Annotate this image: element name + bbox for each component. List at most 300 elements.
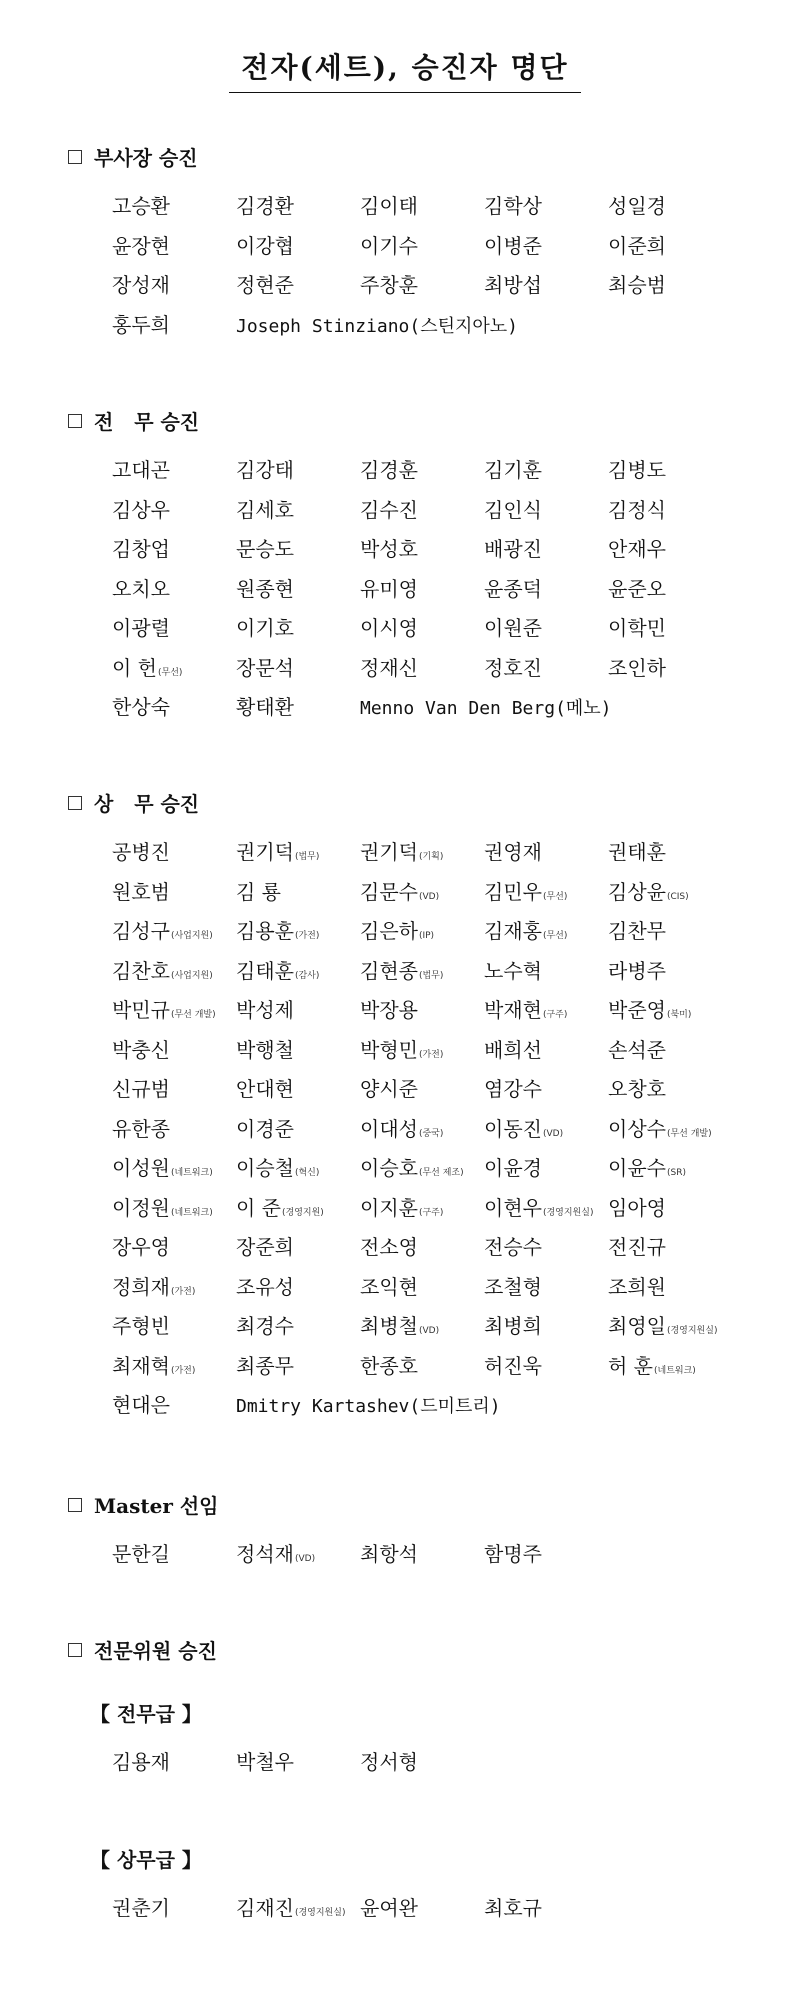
person-name: 홍두희: [112, 312, 170, 337]
name-entry: [112, 1746, 170, 1778]
person-name: 이시영: [360, 616, 418, 640]
person-name: 최승범: [608, 273, 666, 297]
name-entry: [608, 955, 666, 987]
name-entry: [236, 1310, 294, 1342]
name-entry: [360, 230, 418, 262]
name-entry: [236, 955, 319, 992]
name-entry: [112, 1231, 170, 1263]
name-entry: [484, 454, 542, 486]
person-name: 안재우: [608, 537, 666, 561]
person-name: 김찬무: [608, 919, 666, 943]
person-name: 조익현: [360, 1274, 418, 1299]
person-name: 권영재: [484, 840, 542, 864]
person-name: 장준희: [236, 1235, 294, 1259]
person-name: 신규범: [112, 1077, 170, 1101]
person-name: 이현우: [484, 1195, 542, 1220]
person-name: 유한종: [112, 1116, 170, 1141]
name-entry: [236, 1271, 294, 1303]
person-name: 김경환: [236, 194, 294, 218]
square-bullet-icon: [68, 1498, 82, 1512]
name-entry: [360, 269, 418, 301]
document-title: [0, 46, 810, 93]
square-bullet-icon: [68, 414, 82, 428]
person-name: 안대현: [236, 1077, 294, 1101]
name-entry: [112, 1538, 170, 1570]
department-note: (감사): [294, 970, 320, 981]
person-name: 김재홍: [484, 919, 542, 943]
name-entry: [112, 573, 170, 605]
name-entry: [236, 1152, 319, 1189]
person-name: 이윤경: [484, 1156, 542, 1180]
person-name: Dmitry Kartashev(드미트리): [236, 1396, 501, 1417]
name-entry: [360, 494, 418, 526]
section-title: 전문위원 승진: [94, 1639, 217, 1663]
name-entry: [236, 309, 518, 343]
person-name: 김용재: [112, 1750, 170, 1774]
name-entry: [484, 533, 542, 565]
person-name: 배희선: [484, 1037, 542, 1062]
person-name: 김문수: [360, 879, 418, 904]
name-entry: [608, 1231, 666, 1263]
name-entry: [484, 573, 542, 605]
person-name: 조철형: [484, 1274, 542, 1299]
name-entry: [608, 652, 666, 684]
person-name: 박철우: [236, 1750, 294, 1774]
person-name: 박형민: [360, 1037, 418, 1062]
name-entry: [608, 1073, 666, 1105]
name-entry: [484, 1231, 542, 1263]
person-name: 이동진: [484, 1116, 542, 1141]
name-entry: [360, 1892, 418, 1924]
name-entry: [360, 454, 418, 486]
name-entry: [484, 1892, 542, 1924]
name-entry: [360, 573, 418, 605]
person-name: 현대은: [112, 1393, 170, 1417]
department-note: (법무): [418, 970, 444, 981]
person-name: 박성제: [236, 998, 294, 1022]
person-name: 원종현: [236, 576, 294, 601]
person-name: 오창호: [608, 1077, 666, 1101]
name-entry: [608, 269, 666, 301]
person-name: 이기수: [360, 233, 418, 258]
department-note: (VD): [418, 891, 440, 902]
person-name: 이기호: [236, 616, 294, 640]
department-note: (혁신): [294, 1168, 320, 1178]
person-name: 김민우: [484, 879, 542, 904]
person-name: Menno Van Den Berg(메노): [360, 698, 612, 719]
person-name: 김경훈: [360, 458, 418, 482]
square-bullet-icon: [68, 1643, 82, 1657]
name-entry: [484, 1073, 542, 1105]
name-entry: [236, 994, 294, 1026]
department-note: (경영지원실): [666, 1326, 718, 1336]
section-title: 부사장 승진: [94, 146, 198, 170]
name-entry: [360, 1538, 418, 1570]
person-name: 오치오: [112, 576, 170, 601]
subsection-header: 【 상무급 】: [90, 1848, 202, 1872]
subsection-header: 【 전무급 】: [90, 1702, 202, 1726]
name-entry: [112, 230, 170, 262]
name-entry: [360, 1113, 443, 1150]
person-name: 윤준오: [608, 576, 666, 601]
name-entry: [112, 691, 170, 723]
department-note: (무선): [542, 891, 568, 902]
name-entry: [236, 1538, 315, 1575]
name-entry: [484, 1350, 542, 1382]
person-name: 김상윤: [608, 879, 666, 904]
person-name: 이승호: [360, 1156, 418, 1180]
name-entry: [608, 230, 666, 262]
name-entry: [236, 269, 294, 301]
name-entry: [236, 1350, 294, 1382]
name-entry: [608, 1152, 686, 1189]
name-entry: [112, 876, 170, 908]
name-entry: [236, 190, 294, 222]
department-note: (북미): [666, 1010, 692, 1020]
person-name: 윤종덕: [484, 576, 542, 601]
name-entry: [484, 876, 567, 913]
section-title: Master 선임: [94, 1494, 219, 1518]
person-name: 배광진: [484, 537, 542, 561]
department-note: (구주): [418, 1207, 444, 1218]
name-entry: [484, 612, 542, 644]
name-entry: [112, 1034, 170, 1066]
person-name: 주형빈: [112, 1314, 170, 1338]
department-note: (네트워크): [170, 1168, 213, 1178]
person-name: 전진규: [608, 1235, 666, 1259]
person-name: 김찬호: [112, 958, 170, 983]
name-entry: [484, 1152, 542, 1184]
person-name: 최종무: [236, 1353, 294, 1378]
name-entry: [236, 573, 294, 605]
name-entry: [236, 1746, 294, 1778]
person-name: 이승철: [236, 1156, 294, 1180]
person-name: 윤여완: [360, 1896, 418, 1920]
person-name: 김현종: [360, 958, 418, 983]
person-name: 김이태: [360, 194, 418, 218]
department-note: (VD): [542, 1128, 564, 1139]
name-entry: [360, 876, 439, 913]
person-name: 주창훈: [360, 273, 418, 297]
name-entry: [236, 494, 294, 526]
name-entry: [484, 994, 567, 1031]
name-entry: [236, 1113, 294, 1145]
person-name: 최경수: [236, 1314, 294, 1338]
person-name: 김 룡: [236, 879, 281, 904]
name-entry: [360, 836, 443, 873]
person-name: 이성원: [112, 1156, 170, 1180]
person-name: 이원준: [484, 616, 542, 640]
section-header: [68, 406, 199, 435]
name-entry: [484, 915, 567, 952]
person-name: 김태훈: [236, 958, 294, 983]
name-entry: [360, 1034, 443, 1071]
person-name: 공병진: [112, 840, 170, 864]
person-name: 박장용: [360, 998, 418, 1022]
person-name: 권태훈: [608, 840, 666, 864]
person-name: 최병철: [360, 1314, 418, 1338]
person-name: 문승도: [236, 537, 294, 561]
name-entry: [608, 1113, 712, 1150]
person-name: 이정원: [112, 1195, 170, 1220]
person-name: 박행철: [236, 1037, 294, 1062]
person-name: 이학민: [608, 616, 666, 640]
person-name: 허진욱: [484, 1353, 542, 1378]
name-entry: [484, 1538, 542, 1570]
name-entry: [112, 190, 170, 222]
person-name: 김성구: [112, 919, 170, 943]
person-name: 이강협: [236, 233, 294, 258]
name-entry: [484, 494, 542, 526]
person-name: 조인하: [608, 655, 666, 680]
person-name: 이광렬: [112, 616, 170, 640]
department-note: (가전): [170, 1286, 196, 1297]
department-note: (경영지원): [282, 1207, 324, 1218]
person-name: 이 헌: [112, 655, 157, 680]
person-name: 한상숙: [112, 695, 170, 719]
name-entry: [360, 652, 418, 684]
person-name: 전승수: [484, 1235, 542, 1259]
name-entry: [360, 1231, 418, 1263]
name-entry: [360, 915, 434, 952]
person-name: 염강수: [484, 1077, 542, 1101]
name-entry: [484, 190, 542, 222]
name-entry: [112, 1892, 170, 1924]
person-name: 원호범: [112, 879, 170, 904]
department-note: (IP): [418, 931, 435, 941]
name-entry: [608, 1310, 717, 1347]
name-entry: [360, 1350, 418, 1382]
name-entry: [484, 836, 542, 868]
person-name: 김상우: [112, 497, 170, 522]
person-name: 라병주: [608, 958, 666, 983]
person-name: 고대곤: [112, 458, 170, 482]
person-name: 노수혁: [484, 958, 542, 983]
name-entry: [608, 494, 666, 526]
person-name: 김재진: [236, 1896, 294, 1920]
person-name: 권기덕: [236, 840, 294, 864]
name-entry: [484, 1271, 542, 1303]
name-entry: [236, 915, 319, 952]
department-note: (사업지원): [170, 931, 213, 941]
person-name: 김기훈: [484, 458, 542, 482]
person-name: 김창업: [112, 537, 170, 561]
person-name: 최병희: [484, 1314, 542, 1338]
name-entry: [236, 652, 294, 684]
department-note: (경영지원실): [294, 1908, 346, 1918]
name-entry: [484, 230, 542, 262]
person-name: 이상수: [608, 1116, 666, 1141]
department-note: (기획): [418, 852, 444, 862]
department-note: (사업지원): [170, 970, 213, 981]
person-name: 황태환: [236, 695, 294, 719]
person-name: 이준희: [608, 233, 666, 258]
name-entry: [484, 1113, 563, 1150]
department-note: (CIS): [666, 891, 689, 902]
person-name: 장성재: [112, 273, 170, 297]
person-name: 이지훈: [360, 1195, 418, 1220]
person-name: 박충신: [112, 1037, 170, 1062]
person-name: 최항석: [360, 1542, 418, 1566]
name-entry: [112, 269, 170, 301]
name-entry: [360, 1073, 418, 1105]
name-entry: [360, 190, 418, 222]
name-entry: [608, 454, 666, 486]
name-entry: [360, 1310, 439, 1347]
name-entry: [608, 612, 666, 644]
person-name: 박준영: [608, 998, 666, 1022]
name-entry: [484, 269, 542, 301]
department-note: (구주): [542, 1010, 568, 1020]
name-entry: [112, 494, 170, 526]
name-entry: [608, 573, 666, 605]
section-title: 상 무 승진: [94, 792, 200, 816]
name-entry: [112, 454, 170, 486]
name-entry: [112, 1192, 213, 1229]
person-name: 허 훈: [608, 1353, 653, 1378]
department-note: (무선): [542, 931, 568, 941]
person-name: 권기덕: [360, 840, 418, 864]
name-entry: [608, 1350, 696, 1387]
person-name: 박재현: [484, 998, 542, 1022]
name-entry: [112, 533, 170, 565]
name-entry: [236, 533, 294, 565]
name-entry: [608, 994, 691, 1031]
name-entry: [236, 836, 319, 873]
section-header: [68, 1635, 217, 1664]
person-name: 정석재: [236, 1542, 294, 1566]
name-entry: [484, 652, 542, 684]
person-name: 김인식: [484, 497, 542, 522]
square-bullet-icon: [68, 796, 82, 810]
name-entry: [236, 230, 294, 262]
department-note: (경영지원실): [542, 1207, 594, 1218]
name-entry: [608, 1034, 666, 1066]
name-entry: [608, 533, 666, 565]
name-entry: [360, 1746, 418, 1778]
person-name: 김은하: [360, 919, 418, 943]
section-header: [68, 1490, 218, 1519]
name-entry: [608, 876, 689, 913]
person-name: 김용훈: [236, 919, 294, 943]
person-name: 김강태: [236, 458, 294, 482]
name-entry: [236, 691, 294, 723]
name-entry: [112, 1310, 170, 1342]
person-name: 박민규: [112, 998, 170, 1022]
person-name: 박성호: [360, 537, 418, 561]
name-entry: [484, 1034, 542, 1066]
department-note: (VD): [418, 1326, 440, 1336]
name-entry: [112, 309, 170, 341]
person-name: 이경준: [236, 1116, 294, 1141]
department-note: (중국): [418, 1128, 444, 1139]
person-name: 함명주: [484, 1542, 542, 1566]
square-bullet-icon: [68, 150, 82, 164]
name-entry: [236, 1034, 294, 1066]
name-entry: [112, 1152, 213, 1189]
name-entry: [112, 836, 170, 868]
person-name: 성일경: [608, 194, 666, 218]
person-name: 이 준: [236, 1195, 281, 1220]
person-name: 김학상: [484, 194, 542, 218]
department-note: (SR): [666, 1168, 686, 1178]
person-name: 고승환: [112, 194, 170, 218]
name-entry: [112, 955, 213, 992]
person-name: 정현준: [236, 273, 294, 297]
name-entry: [608, 190, 666, 222]
person-name: 김병도: [608, 458, 666, 482]
name-entry: [360, 612, 418, 644]
name-entry: [484, 955, 542, 987]
person-name: 김세호: [236, 497, 294, 522]
person-name: 이대성: [360, 1116, 418, 1141]
name-entry: [112, 1073, 170, 1105]
name-entry: [360, 955, 443, 992]
person-name: 윤장현: [112, 233, 170, 258]
department-note: (네트워크): [654, 1365, 696, 1376]
person-name: 이병준: [484, 233, 542, 258]
name-entry: [360, 994, 418, 1026]
name-entry: [484, 1310, 542, 1342]
person-name: 김수진: [360, 497, 418, 522]
name-entry: [236, 454, 294, 486]
name-entry: [360, 1271, 418, 1303]
person-name: 문한길: [112, 1542, 170, 1566]
name-entry: [360, 533, 418, 565]
name-entry: [484, 1192, 593, 1229]
person-name: 최방섭: [484, 273, 542, 297]
title-text: 전자(세트), 승진자 명단: [229, 46, 580, 93]
person-name: 정재신: [360, 655, 418, 680]
name-entry: [236, 1192, 324, 1229]
person-name: 손석준: [608, 1037, 666, 1062]
person-name: 전소영: [360, 1235, 418, 1259]
name-entry: [236, 876, 281, 908]
person-name: 정호진: [484, 655, 542, 680]
name-entry: [112, 915, 213, 952]
department-note: (가전): [170, 1365, 196, 1376]
person-name: 정서형: [360, 1750, 418, 1774]
person-name: 최영일: [608, 1314, 666, 1338]
name-entry: [360, 691, 612, 725]
department-note: (무선 개발): [170, 1010, 216, 1020]
name-entry: [608, 915, 666, 947]
person-name: Joseph Stinziano(스틴지아노): [236, 315, 519, 337]
person-name: 유미영: [360, 576, 418, 601]
name-entry: [360, 1152, 464, 1189]
section-header: [68, 788, 199, 817]
department-note: (무선 개발): [666, 1128, 712, 1139]
section-title: 전 무 승진: [94, 410, 200, 434]
person-name: 장문석: [236, 655, 294, 680]
person-name: 조유성: [236, 1274, 294, 1299]
name-entry: [112, 1350, 195, 1387]
name-entry: [112, 652, 182, 689]
person-name: 이윤수: [608, 1156, 666, 1180]
department-note: (무선 제조): [418, 1168, 464, 1178]
name-entry: [112, 1113, 170, 1145]
person-name: 양시준: [360, 1077, 418, 1101]
department-note: (VD): [294, 1554, 316, 1564]
name-entry: [236, 1073, 294, 1105]
name-entry: [608, 1271, 666, 1303]
name-entry: [112, 612, 170, 644]
person-name: 권춘기: [112, 1896, 170, 1920]
name-entry: [112, 994, 216, 1031]
name-entry: [236, 1389, 501, 1423]
department-note: (가전): [418, 1049, 444, 1060]
section-header: [68, 142, 198, 171]
